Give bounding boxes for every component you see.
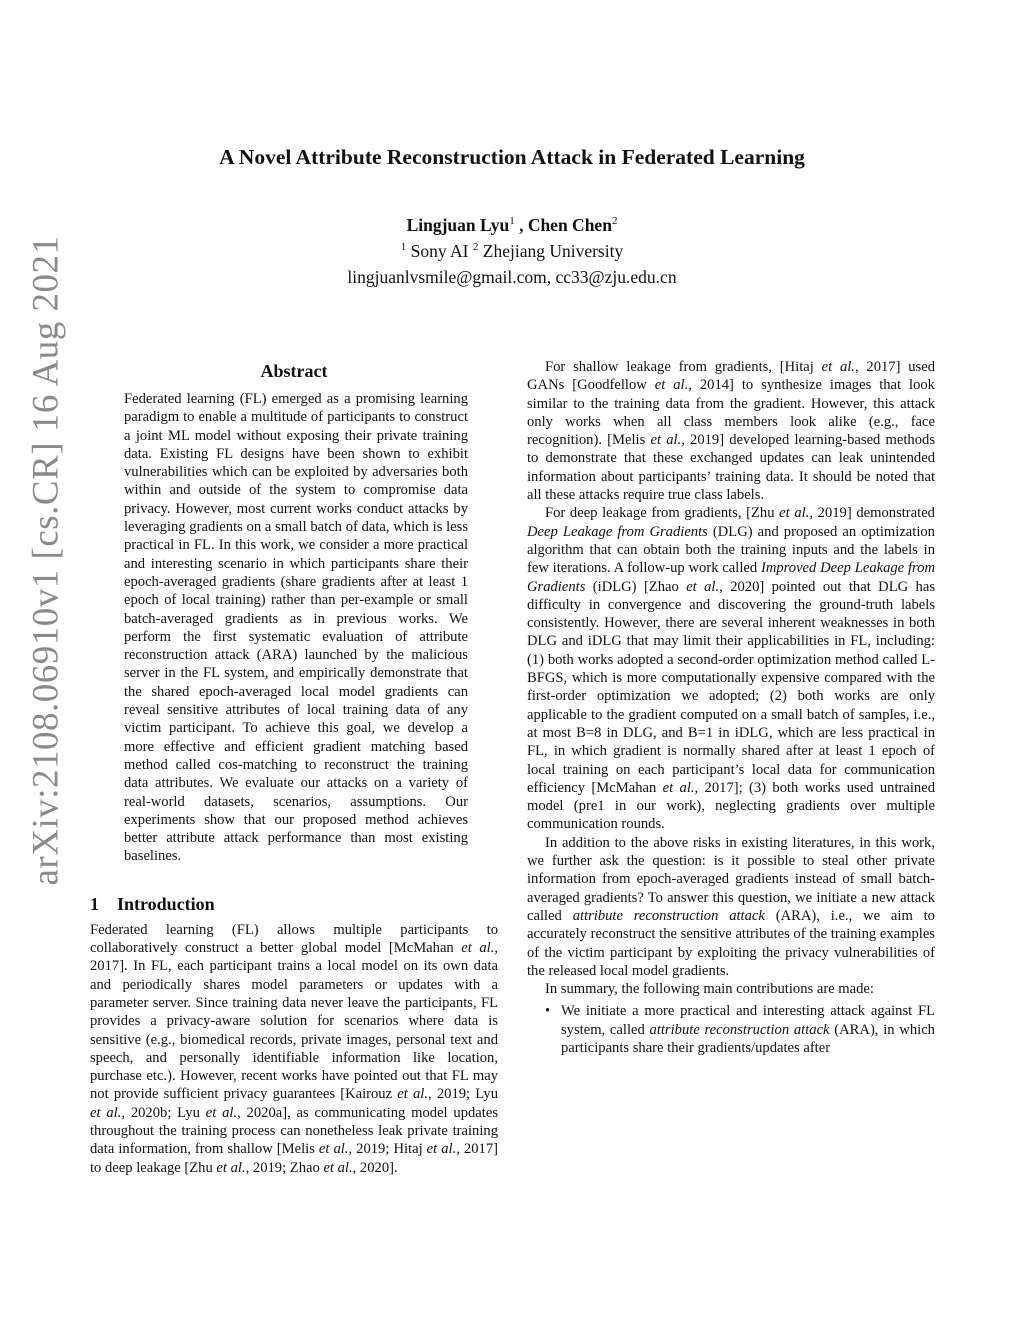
text-run: , 2017] to deep leakage [Zhu <box>90 1141 498 1176</box>
citation-etal: et al. <box>318 1141 349 1158</box>
author-1: Lingjuan Lyu <box>406 215 510 235</box>
citation-etal: et al. <box>662 779 695 796</box>
text-run: (ARA), i.e., we aim to accurately reconstruct the sensitive attributes of the training examples of the victim participant by exploiting the privacy vulnerabilities of the released local model gradients. <box>527 907 935 979</box>
text-run: In addition to the above risks in existing literatures, in this work, we further ask the question: is it possible to steal other private information from epoch-averaged gradients instead of small batch-averaged gradients? To answer this question, we initiate a new attack called <box>527 834 935 924</box>
affiliation-2-mark: 2 <box>472 241 479 254</box>
text-run: , 2019] demonstrated <box>809 505 935 522</box>
arxiv-identifier: arXiv:2108.06910v1 [cs.CR] 16 Aug 2021 <box>25 234 67 886</box>
intro-paragraph-5: In summary, the following main contributions are made: <box>545 981 874 998</box>
intro-paragraph-4 <box>527 834 935 980</box>
citation-etal: et al. <box>650 432 682 449</box>
text-run: , 2020] pointed out that DLG has difficulty in convergence and discovering the ground-truth labels consistently. However, there are several inherent weaknesses in both DLG and iDLG that may limit their applicabilities in FL, including: (1) both works adopted a second-order optimization method called L-BFGS, which is more computationally expensive compared with the first-order optimization we adopted; (2) both works are only applicable to the gradient computed on a small batch of samples, i.e., at most B=8 in DLG, and B=1 in iDLG, which are less practical in FL, in which gradient is normally shared after at least 1 epoch of local training on each participant’s local data for communication efficiency [McMahan <box>527 578 935 796</box>
author-block <box>0 212 1024 290</box>
intro-paragraph-2 <box>527 358 935 504</box>
paper-title: A Novel Attribute Reconstruction Attack in Federated Learning <box>219 145 805 169</box>
text-run: , 2019; Lyu <box>428 1086 499 1103</box>
affiliations <box>0 238 1024 264</box>
author-1-affiliation-mark: 1 <box>509 215 515 228</box>
text-run: , 2020]. <box>352 1159 398 1176</box>
text-run: , 2020a], as communicating model updates throughout the training process can nonetheless leak private training data information, from shallow [Melis <box>90 1104 498 1158</box>
citation-etal: et al. <box>654 377 689 394</box>
author-names <box>0 212 1024 238</box>
attack-name: attribute reconstruction attack <box>649 1021 830 1038</box>
text-run: , 2017]; (3) both works used untrained model (pre1 in our work), neglecting gradients over multiple communication rounds. <box>527 779 935 833</box>
contributions-list <box>527 1002 935 1057</box>
citation-etal: et al. <box>461 940 495 957</box>
section-title: Introduction <box>117 893 215 914</box>
author-2: Chen Chen <box>527 215 612 235</box>
author-emails: lingjuanlvsmile@gmail.com, cc33@zju.edu.cn <box>347 267 677 287</box>
citation-etal: et al. <box>426 1141 457 1158</box>
text-run: (ARA), in which participants share their gradients/updates after <box>561 1021 935 1056</box>
citation-etal: et al. <box>779 505 810 522</box>
method-name-idlg: Improved Deep Leakage from Gradients <box>527 560 935 595</box>
abstract-heading: Abstract <box>260 361 328 381</box>
text-run: Federated learning (FL) allows multiple participants to collaboratively construct a better global model [McMahan <box>90 921 498 957</box>
text-run: We initiate a more practical and interesting attack against FL system, called <box>561 1003 935 1038</box>
text-run: , 2020b; Lyu <box>121 1104 206 1121</box>
author-separator: , <box>514 215 528 235</box>
left-column <box>90 358 498 1177</box>
section-heading <box>90 894 498 915</box>
citation-etal: et al. <box>216 1159 246 1176</box>
affiliation-1-mark: 1 <box>400 241 407 254</box>
intro-paragraph-1 <box>90 921 498 1177</box>
text-run: , 2019] developed learning-based methods to demonstrate that these exchanged updates can leak unintended information about participants’ training data. It should be noted that all these attacks require true class labels. <box>527 432 935 504</box>
affiliation-2: Zhejiang University <box>478 241 624 261</box>
abstract-text: Federated learning (FL) emerged as a promising learning paradigm to enable a multitude of participants to construct a joint ML model without exposing their private training data. Existing FL designs have been shown to exhibit vulnerabilities which can be exploited by adversaries both within and outside of the system to compromise data privacy. However, most current works conduct attacks by leveraging gradients on a small batch of data, which is less practical in FL. In this work, we consider a more practical and interesting scenario in which participants share their epoch-averaged gradients (share gradients after at least 1 epoch of local training) rather than per-example or small batch-averaged gradients as in previous works. We perform the first systematic evaluation of attribute reconstruction attack (ARA) launched by the malicious server in the FL system, and empirically demonstrate that the shared epoch-averaged local model gradients can reveal sensitive attributes of local training data of any victim participant. To achieve this goal, we develop a more effective and efficient gradient matching based method called cos-matching to reconstruct the training data attributes. We evaluate our attacks on a variety of real-world datasets, scenarios, assumptions. Our experiments show that our proposed method achieves better attribute attack performance than most existing baselines. <box>124 391 468 865</box>
text-run: (iDLG) [Zhao <box>585 578 687 595</box>
text-run: (DLG) and proposed an optimization algorithm that can obtain both the training inputs and the labels in few iterations. A follow-up work called <box>527 523 935 577</box>
attack-name: attribute reconstruction attack <box>572 907 765 924</box>
bullet-icon: • <box>545 1003 551 1020</box>
text-run: , 2019; Hitaj <box>348 1141 427 1158</box>
citation-etal: et al. <box>205 1104 238 1121</box>
list-item <box>527 1002 935 1057</box>
text-run: , 2019; Zhao <box>245 1159 324 1176</box>
text-run: For deep leakage from gradients, [Zhu <box>545 505 780 522</box>
method-name-dlg: Deep Leakage from Gradients <box>527 523 708 540</box>
section-number: 1 <box>90 893 99 914</box>
text-run: , 2017]. In FL, each participant trains a local model on its own data and periodically shares model parameters or updates with a parameter server. Since training data never leave the participants, FL provides a privacy-aware solution for scenarios where data is sensitive (e.g., biomedical records, private images, personal text and speech, and personally identifiable information like location, purchase etc.). However, recent works have pointed out that FL may not provide sufficient privacy guarantees [Kairouz <box>90 940 498 1103</box>
intro-paragraph-3 <box>527 504 935 833</box>
text-run: , 2017] used GANs [Goodfellow <box>527 359 936 394</box>
citation-etal: et al. <box>686 578 720 595</box>
right-column <box>527 358 935 1057</box>
citation-etal: et al. <box>821 359 855 375</box>
affiliation-1: Sony AI <box>406 241 473 261</box>
text-run: For shallow leakage from gradients, [Hitaj <box>545 359 822 375</box>
author-2-affiliation-mark: 2 <box>611 215 618 228</box>
text-run: , 2014] to synthesize images that look similar to the training data from the gradient. However, this attack only works when all class members look alike (e.g., face recognition). [Melis <box>527 377 935 449</box>
citation-etal: et al. <box>90 1104 122 1121</box>
citation-etal: et al. <box>323 1159 353 1176</box>
citation-etal: et al. <box>397 1086 429 1103</box>
